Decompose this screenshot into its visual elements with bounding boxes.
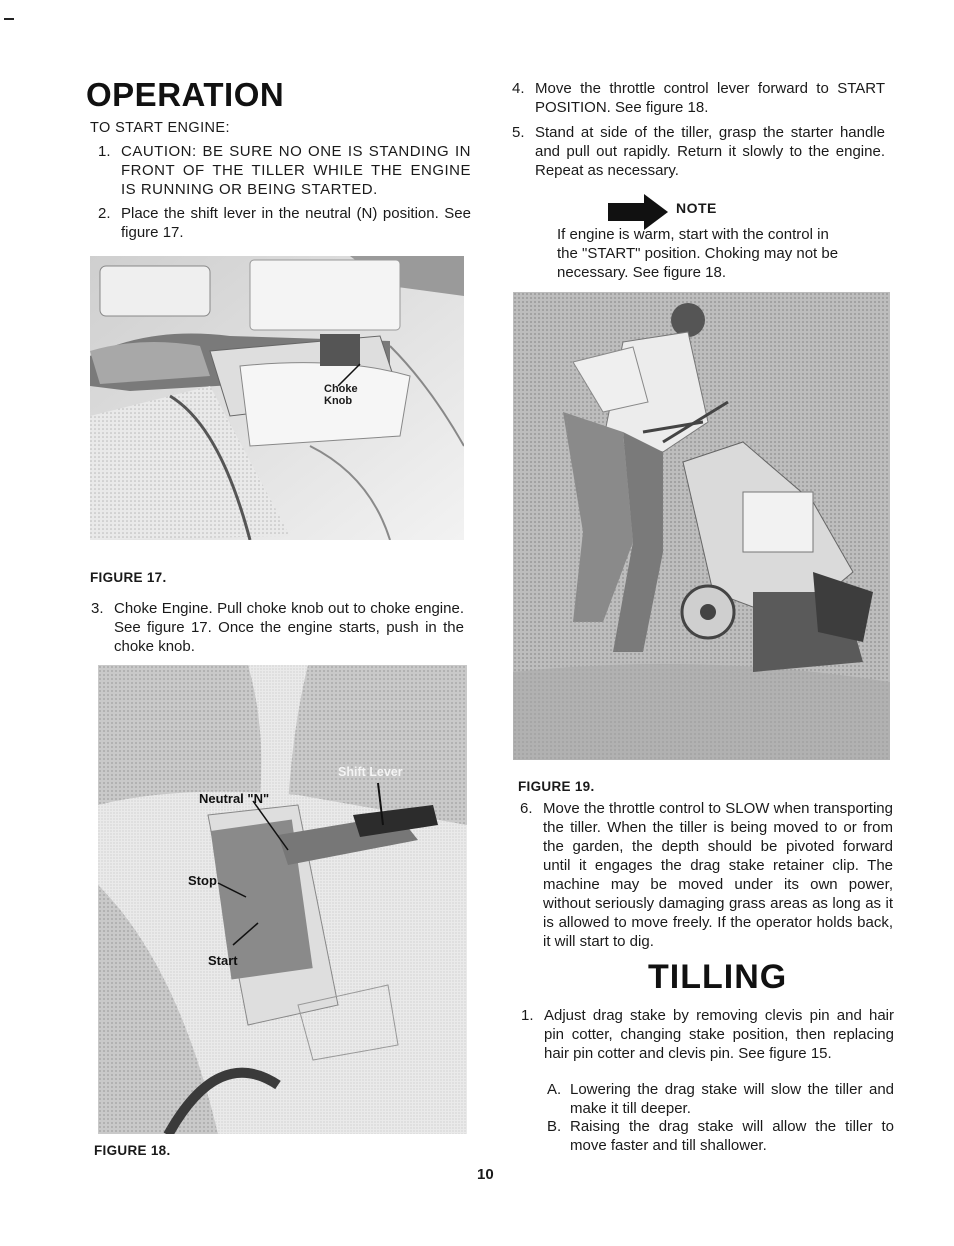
step-5 [512,123,885,180]
page-number: 10 [477,1166,494,1183]
step-number: 6. [520,800,533,817]
neutral-label: Neutral "N" [199,791,270,806]
substep-text: Lowering the drag stake will slow the tiller and make it till deeper. [570,1081,894,1117]
note-label: NOTE [676,200,717,216]
step-number: 5. [512,124,525,141]
step-4 [512,79,885,117]
figure-18-caption: FIGURE 18. [94,1143,171,1158]
step-text: Choke Engine. Pull choke knob out to choke engine. See figure 17. Once the engine starts, push in the choke knob. [114,600,464,655]
step-number: 4. [512,80,525,97]
step-3 [91,599,464,656]
substep-letter: B. [547,1118,562,1135]
step-2 [98,204,471,242]
step-number: 1. [521,1007,534,1024]
choke-label [324,383,358,407]
step-text: Place the shift lever in the neutral (N) position. See figure 17. [121,205,471,241]
figure-18-photo [98,665,467,1134]
figure-19-caption: FIGURE 19. [518,779,595,794]
step-text: CAUTION: BE SURE NO ONE IS STANDING IN FRONT OF THE TILLER WHILE THE ENGINE IS RUNNING OR BEING STARTED. [121,143,471,198]
substep-text: Raising the drag stake will allow the tiller to move faster and till shallower. [570,1118,894,1154]
step-text: Adjust drag stake by removing clevis pin and hair pin cotter, changing stake position, then replacing hair pin cotter and clevis pin. See figure 15. [544,1007,894,1062]
shift-lever-label: Shift Lever [338,765,403,779]
tilling-step-1 [521,1006,894,1063]
step-text: Move the throttle control to SLOW when transporting the tiller. When the tiller is being moved to or from the garden, the depth should be pivoted forward until it engages the drag stake retainer clip. The machine may be moved under its own power, without seriously damaging grass areas as long as it is allowed to move freely. If the operator holds back, it will start to dig. [543,800,893,950]
figure-19-photo [513,292,890,760]
tilling-substep-b [547,1117,894,1155]
step-1 [98,142,471,199]
step-6 [520,799,893,951]
start-label: Start [208,953,238,968]
section-subtitle: TO START ENGINE: [90,120,230,136]
note-text: If engine is warm, start with the control in the "START" position. Choking may not be necessary. See figure 18. [557,226,839,281]
section-title-operation: OPERATION [86,76,285,113]
choke-label-line1: Choke [324,383,358,395]
figure-17-caption: FIGURE 17. [90,570,167,585]
step-number: 2. [98,205,111,222]
step-text: Stand at side of the tiller, grasp the starter handle and pull out rapidly. Return it slowly to the engine. Repeat as necessary. [535,124,885,179]
step-number: 1. [98,143,111,160]
choke-label-line2: Knob [324,395,353,407]
figure-17-photo [90,256,464,540]
tilling-substep-a [547,1080,894,1118]
stop-label: Stop [188,873,217,888]
step-number: 3. [91,600,104,617]
substep-letter: A. [547,1081,562,1098]
corner-mark [4,18,14,20]
section-title-tilling: TILLING [648,958,788,996]
step-text: Move the throttle control lever forward to START POSITION. See figure 18. [535,80,885,116]
